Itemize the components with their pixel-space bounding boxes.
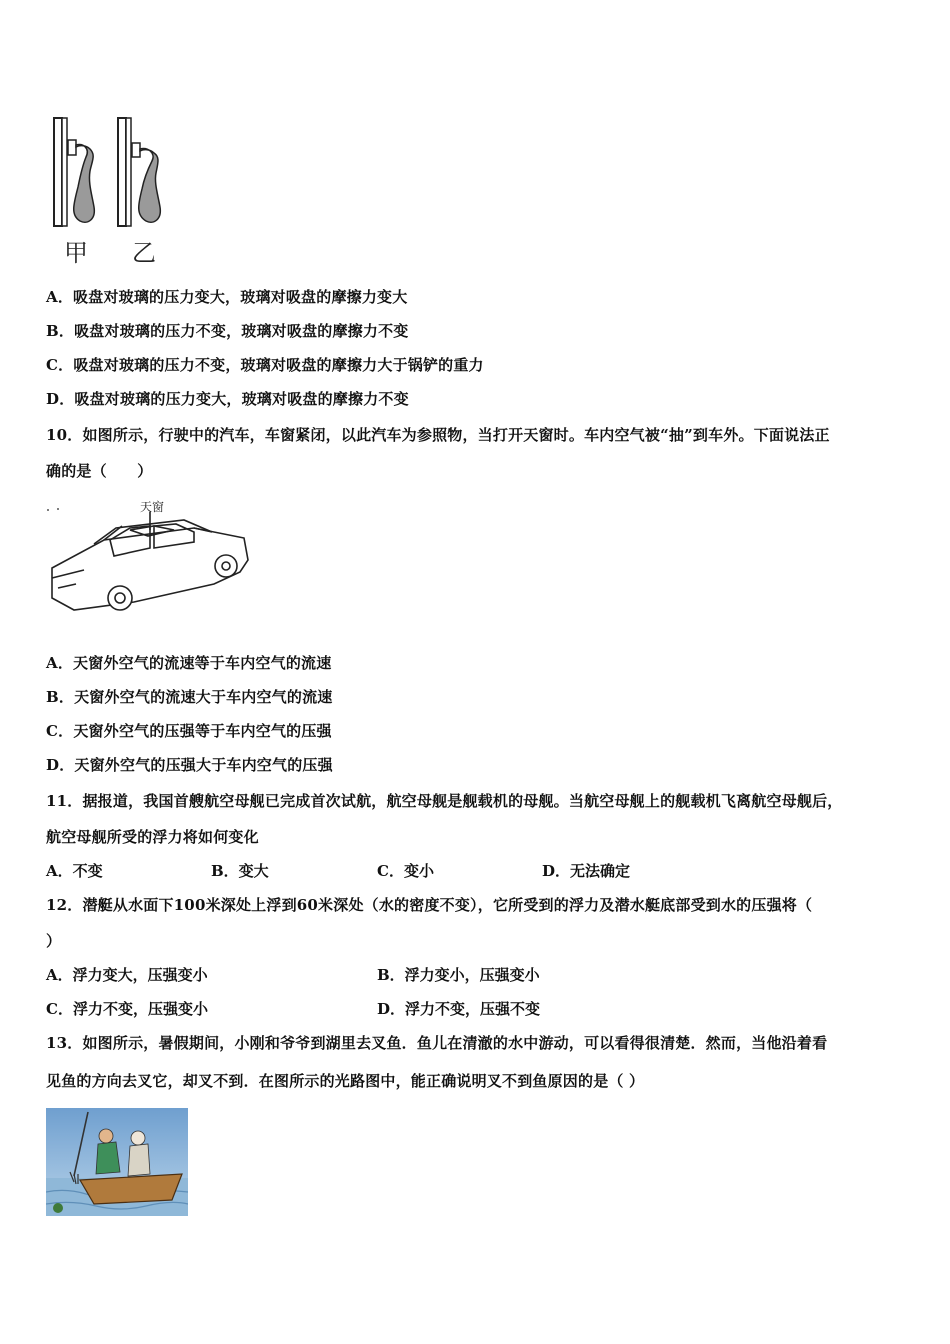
q13-stem-line1: 13．如图所示，暑假期间，小刚和爷爷到湖里去叉鱼．鱼儿在清澈的水中游动，可以看得很清楚．然而，当他沿着看 — [46, 1034, 828, 1052]
q12-option-c: C．浮力不变，压强变小 — [46, 1000, 208, 1018]
suction-cup-figure — [50, 115, 180, 265]
q10-option-d: D．天窗外空气的压强大于车内空气的压强 — [46, 756, 333, 774]
q10-stem-line1: 10．如图所示，行驶中的汽车，车窗紧闭，以此汽车为参照物，当打开天窗时。车内空气被“抽”到车外。下面说法正 — [46, 426, 830, 444]
sunroof-label: 天窗 — [140, 500, 165, 514]
q11-option-d: D．无法确定 — [542, 862, 631, 880]
q9-option-a: A．吸盘对玻璃的压力变大，玻璃对吸盘的摩擦力变大 — [46, 288, 408, 306]
q10-stem-line2: 确的是（ ） — [46, 462, 153, 480]
figure-label-yi: 乙 — [132, 239, 156, 267]
q10-option-c: C．天窗外空气的压强等于车内空气的压强 — [46, 722, 332, 740]
q11-option-c: C．变小 — [377, 862, 434, 880]
q9-option-c: C．吸盘对玻璃的压力不变，玻璃对吸盘的摩擦力大于锅铲的重力 — [46, 356, 484, 374]
q9-option-b: B．吸盘对玻璃的压力不变，玻璃对吸盘的摩擦力不变 — [46, 322, 409, 340]
q11-stem-line2: 航空母舰所受的浮力将如何变化 — [46, 828, 259, 846]
q11-option-b: B．变大 — [211, 862, 269, 880]
q13-stem-line2: 见鱼的方向去叉它，却叉不到．在图所示的光路图中，能正确说明叉不到鱼原因的是（ ） — [46, 1072, 645, 1090]
q11-option-a: A．不变 — [46, 862, 103, 880]
figure-label-jia: 甲 — [64, 239, 88, 267]
fishing-boat-figure — [46, 1108, 188, 1216]
q12-stem-line2: ） — [46, 932, 62, 950]
q11-stem-line1: 11．据报道，我国首艘航空母舰已完成首次试航，航空母舰是舰载机的母舰。当航空母舰上的舰载机飞离航空母舰后， — [46, 792, 843, 810]
q10-option-a: A．天窗外空气的流速等于车内空气的流速 — [46, 654, 332, 672]
q9-option-d: D．吸盘对玻璃的压力变大，玻璃对吸盘的摩擦力不变 — [46, 390, 409, 408]
q12-option-a: A．浮力变大，压强变小 — [46, 966, 208, 984]
q12-stem-line1: 12．潜艇从水面下100米深处上浮到60米深处（水的密度不变），它所受到的浮力及潜水艇底部受到水的压强将（ — [46, 896, 813, 914]
q12-option-d: D．浮力不变，压强不变 — [377, 1000, 541, 1018]
car-sunroof-figure — [44, 498, 254, 628]
q12-option-b: B．浮力变小，压强变小 — [377, 966, 540, 984]
q10-option-b: B．天窗外空气的流速大于车内空气的流速 — [46, 688, 333, 706]
